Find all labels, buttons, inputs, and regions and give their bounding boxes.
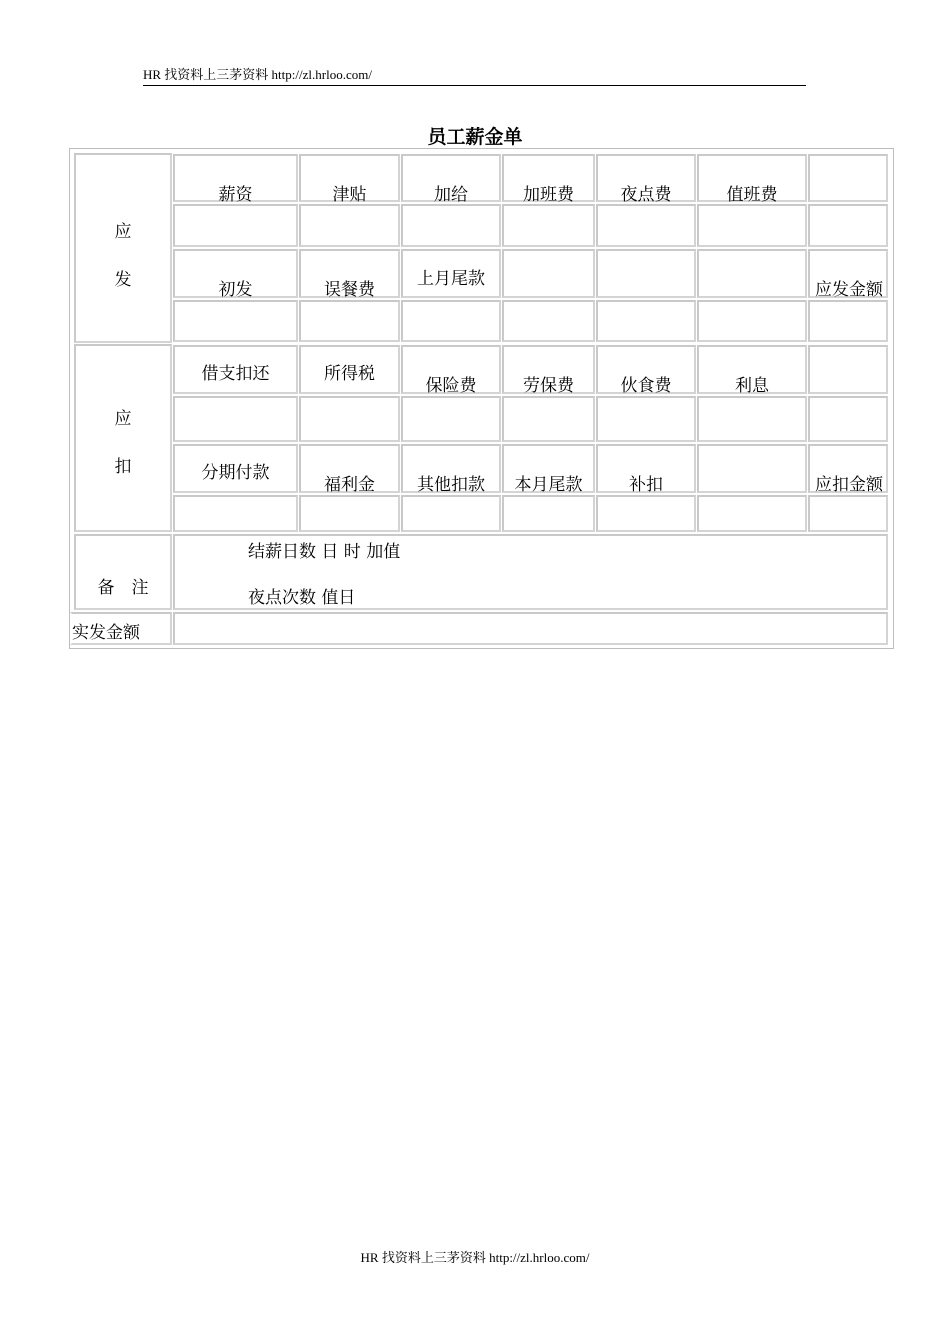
payable-header-cell: 加班费 [502,154,595,202]
deduct-total-label: 应扣金额 [808,444,888,493]
payable-value-cell[interactable] [173,204,298,247]
deduct-header-cell: 本月尾款 [502,444,595,493]
payable-header-cell: 加给 [401,154,501,202]
deduct-header-cell [697,444,807,493]
payable-total-value[interactable] [808,300,888,342]
deduct-header-cell: 福利金 [299,444,400,493]
payable-value-cell[interactable] [173,300,298,342]
payable-header-cell [697,249,807,298]
deduct-value-cell[interactable] [596,396,696,442]
payable-header-cell [502,249,595,298]
payable-value-cell[interactable] [299,204,400,247]
payable-section-label [74,153,172,343]
deduct-header-cell: 伙食费 [596,345,696,394]
deduct-value-cell[interactable] [697,396,807,442]
page-header: HR 找资料上三茅资料 http://zl.hrloo.com/ [143,66,806,86]
payable-value-cell[interactable] [401,204,501,247]
payable-value-cell[interactable] [697,204,807,247]
deduct-value-cell[interactable] [401,495,501,532]
deduct-label-char-1: 应 [114,409,132,429]
remarks-label-cell [74,534,172,610]
payable-header-cell: 薪资 [173,154,298,202]
salary-table [69,148,894,649]
deduct-value-cell[interactable] [502,396,595,442]
payable-label-char-1: 应 [114,222,132,242]
net-pay-label: 实发金额 [72,623,140,643]
deduct-label-char-2: 扣 [114,457,132,477]
payable-header-cell: 津贴 [299,154,400,202]
payable-value-cell[interactable] [596,300,696,342]
payable-value-cell[interactable] [808,204,888,247]
net-pay-value[interactable] [173,612,888,645]
payable-label-char-2: 发 [114,270,132,290]
page-footer: HR 找资料上三茅资料 http://zl.hrloo.com/ [360,1250,590,1265]
deduct-value-cell[interactable] [596,495,696,532]
payable-header-cell: 误餐费 [299,249,400,298]
deduct-header-cell: 分期付款 [173,444,298,493]
remarks-cell[interactable] [173,534,888,610]
deduct-header-cell: 补扣 [596,444,696,493]
payable-header-cell [596,249,696,298]
payable-header-cell: 上月尾款 [401,249,501,298]
net-pay-label-cell [70,612,172,645]
deduct-section-label [74,344,172,532]
payable-value-cell[interactable] [502,204,595,247]
payable-header-cell [808,154,888,202]
deduct-value-cell[interactable] [697,495,807,532]
deduct-header-cell: 劳保费 [502,345,595,394]
deduct-header-cell [808,345,888,394]
deduct-header-cell: 其他扣款 [401,444,501,493]
payable-header-cell: 初发 [173,249,298,298]
deduct-header-cell: 利息 [697,345,807,394]
remarks-line-2: 夜点次数 值日 [248,588,356,608]
payable-value-cell[interactable] [299,300,400,342]
payable-value-cell[interactable] [502,300,595,342]
deduct-value-cell[interactable] [173,495,298,532]
deduct-header-cell: 借支扣还 [173,345,298,394]
deduct-value-cell[interactable] [502,495,595,532]
deduct-value-cell[interactable] [173,396,298,442]
deduct-header-cell: 保险费 [401,345,501,394]
payable-header-cell: 夜点费 [596,154,696,202]
payable-value-cell[interactable] [596,204,696,247]
deduct-value-cell[interactable] [299,396,400,442]
deduct-value-cell[interactable] [299,495,400,532]
payable-value-cell[interactable] [401,300,501,342]
remarks-line-1: 结薪日数 日 时 加值 [248,542,401,562]
deduct-header-cell: 所得税 [299,345,400,394]
deduct-value-cell[interactable] [808,396,888,442]
payable-total-label: 应发金额 [808,249,888,298]
remarks-label: 备 注 [97,578,149,598]
payable-value-cell[interactable] [697,300,807,342]
deduct-value-cell[interactable] [401,396,501,442]
page-title: 员工薪金单 [427,126,523,148]
deduct-total-value[interactable] [808,495,888,532]
payable-header-cell: 值班费 [697,154,807,202]
